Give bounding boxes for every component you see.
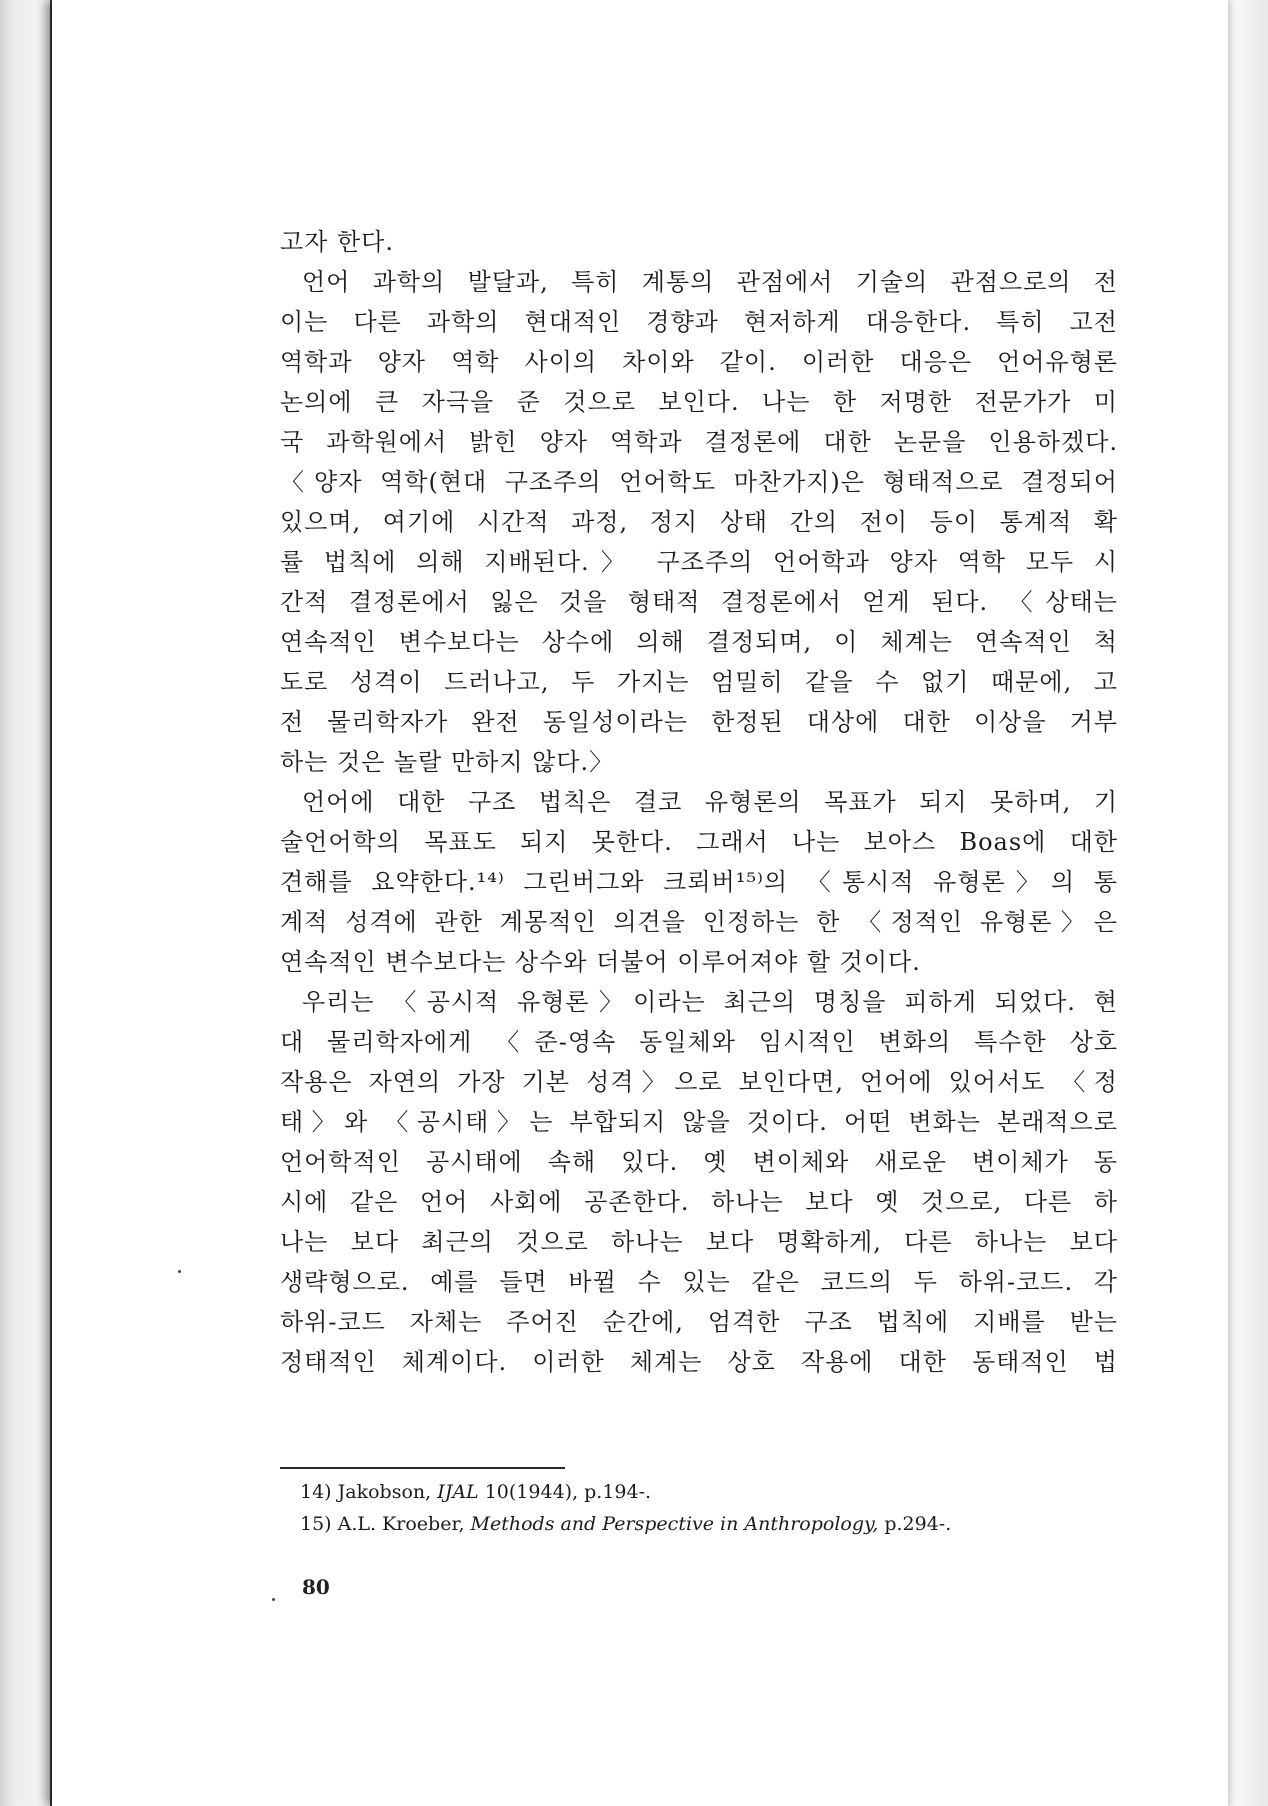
text-line: 국 과학원에서 밝힌 양자 역학과 결정론에 대한 논문을 인용하겠다. (280, 428, 1118, 456)
footnote-divider (280, 1467, 565, 1469)
text-line: 작용은 자연의 가장 기본 성격〉으로 보인다면, 언어에 있어서도 〈정 (280, 1068, 1118, 1096)
text-line: 이는 다른 과학의 현대적인 경향과 현저하게 대응한다. 특히 고전 (280, 308, 1118, 336)
footnotes (300, 1476, 1120, 1540)
footnote-15: 15) A.L. Kroeber, Methods and Perspective in Anthropology, p.294-. (300, 1513, 952, 1535)
text-line: 견해를 요약한다.¹⁴⁾ 그린버그와 크뢰버¹⁵⁾의 〈통시적 유형론〉의 통 (280, 868, 1118, 896)
text-line: 연속적인 변수보다는 상수와 더불어 이루어져야 할 것이다. (280, 948, 921, 976)
text-line: 언어에 대한 구조 법칙은 결코 유형론의 목표가 되지 못하며, 기 (302, 788, 1118, 816)
text-line: 률 법칙에 의해 지배된다.〉 구조주의 언어학과 양자 역학 모두 시 (280, 548, 1118, 576)
text-line: 역학과 양자 역학 사이의 차이와 같이. 이러한 대응은 언어유형론 (280, 348, 1118, 376)
text-line: 있으며, 여기에 시간적 과정, 정지 상태 간의 전이 등이 통계적 확 (280, 508, 1118, 536)
scan-speck (178, 1270, 181, 1273)
text-line: 언어학적인 공시태에 속해 있다. 옛 변이체와 새로운 변이체가 동 (280, 1148, 1118, 1176)
text-line: 고자 한다. (280, 228, 394, 256)
text-line: 계적 성격에 관한 계몽적인 의견을 인정하는 한 〈정적인 유형론〉은 (280, 908, 1118, 936)
scan-speck (272, 1598, 275, 1601)
page-number: 80 (302, 1575, 330, 1599)
text-line: 간적 결정론에서 잃은 것을 형태적 결정론에서 얻게 된다. 〈상태는 (280, 588, 1118, 616)
text-line: 도로 성격이 드러나고, 두 가지는 엄밀히 같을 수 없기 때문에, 고 (280, 668, 1118, 696)
text-line: 언어 과학의 발달과, 특히 계통의 관점에서 기술의 관점으로의 전 (302, 268, 1118, 296)
text-line: 대 물리학자에게 〈준-영속 동일체와 임시적인 변화의 특수한 상호 (280, 1028, 1118, 1056)
text-line: 하위-코드 자체는 주어진 순간에, 엄격한 구조 법칙에 지배를 받는 (280, 1308, 1118, 1336)
text-line: 술언어학의 목표도 되지 못한다. 그래서 나는 보아스 Boas에 대한 (280, 828, 1118, 856)
text-line: 시에 같은 언어 사회에 공존한다. 하나는 보다 옛 것으로, 다른 하 (280, 1188, 1118, 1216)
text-line: 하는 것은 놀랄 만하지 않다.〉 (280, 748, 615, 776)
text-line: 전 물리학자가 완전 동일성이라는 한정된 대상에 대한 이상을 거부 (280, 708, 1118, 736)
text-line: 태〉와 〈공시태〉는 부합되지 않을 것이다. 어떤 변화는 본래적으로 (280, 1108, 1118, 1136)
text-line: 정태적인 체계이다. 이러한 체계는 상호 작용에 대한 동태적인 법 (280, 1348, 1118, 1376)
text-line: 우리는 〈공시적 유형론〉이라는 최근의 명칭을 피하게 되었다. 현 (302, 988, 1118, 1016)
text-line: 연속적인 변수보다는 상수에 의해 결정되며, 이 체계는 연속적인 척 (280, 628, 1118, 656)
body-text (280, 222, 1118, 1382)
text-line: 나는 보다 최근의 것으로 하나는 보다 명확하게, 다른 하나는 보다 (280, 1228, 1118, 1256)
footnote-14: 14) Jakobson, IJAL 10(1944), p.194-. (300, 1481, 652, 1503)
text-line: 논의에 큰 자극을 준 것으로 보인다. 나는 한 저명한 전문가가 미 (280, 388, 1118, 416)
text-line: 〈양자 역학(현대 구조주의 언어학도 마찬가지)은 형태적으로 결정되어 (280, 468, 1118, 496)
text-line: 생략형으로. 예를 들면 바뀔 수 있는 같은 코드의 두 하위-코드. 각 (280, 1268, 1118, 1296)
